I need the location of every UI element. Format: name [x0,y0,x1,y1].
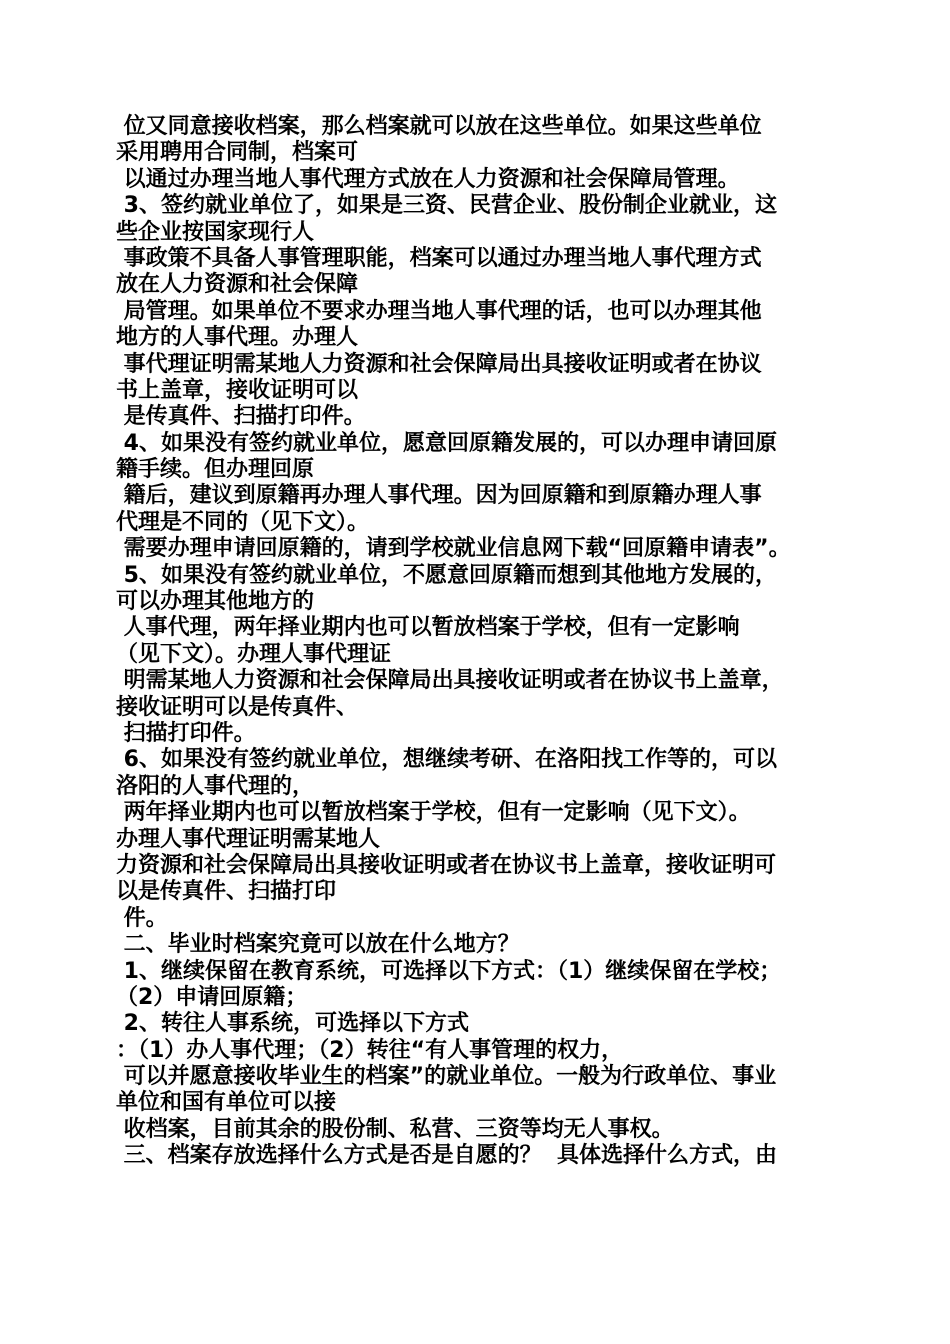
text-line: 籍后，建议到原籍再办理人事代理。因为回原籍和到原籍办理人事 [116,483,762,509]
text-line: 办理人事代理证明需某地人 [116,826,381,852]
text-line: 是传真件、扫描打印件。 [116,404,366,430]
text-line: 地方的人事代理。办理人 [116,325,359,351]
text-line: 事代理证明需某地人力资源和社会保障局出具接收证明或者在协议 [116,351,762,377]
text-line: 3、签约就业单位了，如果是三资、民营企业、股份制企业就业，这 [116,193,777,219]
text-line: 采用聘用合同制，档案可 [116,140,359,166]
text-line: 事政策不具备人事管理职能，档案可以通过办理当地人事代理方式 [116,245,762,271]
text-line: 扫描打印件。 [116,720,256,746]
text-line: 可以办理其他地方的 [116,589,315,615]
text-line: 以通过办理当地人事代理方式放在人力资源和社会保障局管理。 [116,166,740,192]
text-line: 件。 [116,905,168,931]
text-line: 1、继续保留在教育系统，可选择以下方式：（1）继续保留在学校； [116,958,782,984]
text-line: 代理是不同的（见下文）。 [116,509,370,535]
text-line: 位又同意接收档案，那么档案就可以放在这些单位。如果这些单位 [116,114,762,139]
text-line: 籍手续。但办理回原 [116,457,315,483]
text-line: 5、如果没有签约就业单位，不愿意回原籍而想到其他地方发展的， [116,562,777,588]
section-heading: 三、档案存放选择什么方式是否是自愿的？ 具体选择什么方式，由 [116,1143,777,1169]
text-line: 两年择业期内也可以暂放档案于学校，但有一定影响（见下文）。 [116,800,751,826]
text-line: 可以并愿意接收毕业生的档案”的就业单位。一般为行政单位、事业 [116,1064,777,1090]
text-line: 人事代理，两年择业期内也可以暂放档案于学校，但有一定影响 [116,615,740,641]
section-heading: 二、毕业时档案究竟可以放在什么地方？ [116,932,520,958]
text-line: 单位和国有单位可以接 [116,1090,337,1116]
text-line: 2、转往人事系统，可选择以下方式 [116,1011,469,1037]
text-line: 以是传真件、扫描打印 [116,879,337,905]
text-line: ：（1）办人事代理；（2）转往“有人事管理的权力， [116,1037,624,1063]
text-line: 明需某地人力资源和社会保障局出具接收证明或者在协议书上盖章， [116,668,784,694]
text-line: （2）申请回原籍； [116,984,308,1010]
document-body [116,114,846,1170]
text-line: 放在人力资源和社会保障 [116,272,359,298]
text-line: 书上盖章，接收证明可以 [116,377,359,403]
text-line: 需要办理申请回原籍的，请到学校就业信息网下载“回原籍申请表”。 [116,536,791,562]
text-line: 力资源和社会保障局出具接收证明或者在协议书上盖章，接收证明可 [116,852,777,878]
text-line: 收档案，目前其余的股份制、私营、三资等均无人事权。 [116,1116,674,1142]
text-line: （见下文）。办理人事代理证 [116,641,392,667]
text-line: 接收证明可以是传真件、 [116,694,359,720]
text-line: 洛阳的人事代理的， [116,773,315,799]
text-line: 些企业按国家现行人 [116,219,315,245]
text-line: 4、如果没有签约就业单位，愿意回原籍发展的，可以办理申请回原 [116,430,777,456]
text-line: 局管理。如果单位不要求办理当地人事代理的话，也可以办理其他 [116,298,762,324]
text-line: 6、如果没有签约就业单位，想继续考研、在洛阳找工作等的，可以 [116,747,777,773]
